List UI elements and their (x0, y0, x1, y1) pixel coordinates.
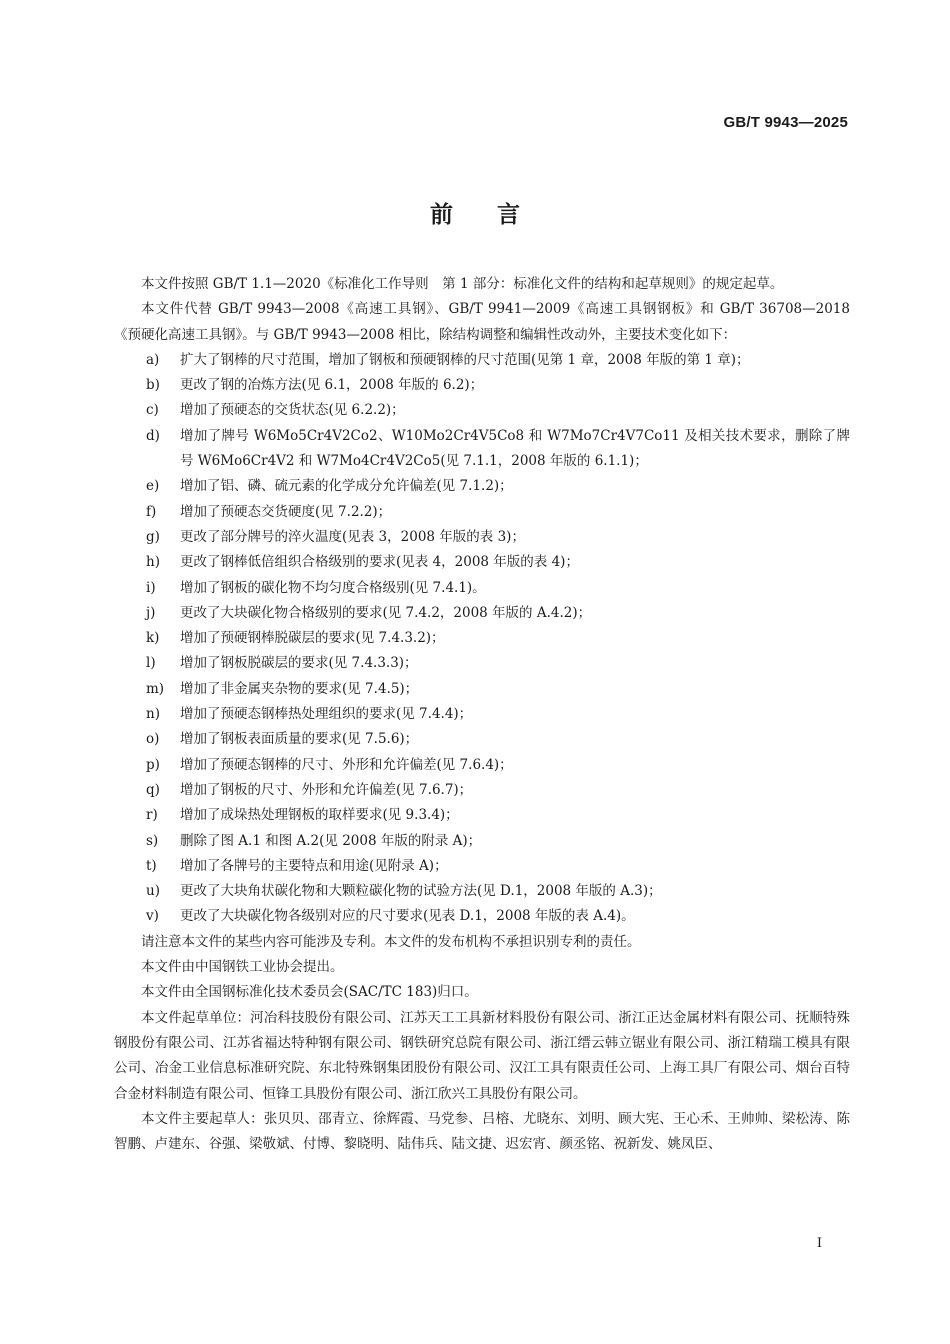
list-item (114, 778, 850, 803)
list-item (114, 576, 850, 601)
document-body (114, 272, 850, 1157)
list-item-label: j) (146, 604, 156, 621)
paragraph-drafting-rules: 本文件按照 GB/T 1.1—2020《标准化工作导则 第 1 部分：标准化文件的结构和起草规则》的规定起草。 (141, 276, 784, 292)
list-item-label: k) (146, 630, 160, 647)
list-item-text: 增加了钢板的碳化物不均匀度合格级别(见 7.4.1)。 (180, 579, 486, 596)
list-item (114, 854, 850, 879)
list-item-label: p) (146, 756, 160, 773)
list-item-label: t) (146, 857, 157, 874)
list-item-text: 更改了大块碳化物各级别对应的尺寸要求(见表 D.1，2008 年版的表 A.4)。 (180, 908, 635, 925)
list-item-text: 更改了部分牌号的淬火温度(见表 3，2008 年版的表 3)； (180, 528, 525, 545)
list-item-label: g) (146, 528, 160, 545)
paragraph-replacement: 本文件代替 GB/T 9943—2008《高速工具钢》、GB/T 9941—2009《高速工具钢钢板》和 GB/T 36708—2018《预硬化高速工具钢》。与 GB/T 9943—2008 相比，除结构调整和编辑性改动外，主要技术变化如下： (114, 301, 850, 343)
list-item (114, 651, 850, 676)
list-item (114, 398, 850, 423)
list-item-label: l) (146, 655, 156, 672)
list-item-text: 增加了预硬钢棒脱碳层的要求(见 7.4.3.2)； (180, 630, 445, 647)
list-item-text: 增加了铝、磷、硫元素的化学成分允许偏差(见 7.1.2)； (180, 478, 513, 495)
page-number: Ⅰ (816, 1236, 822, 1251)
list-item-label: e) (146, 478, 160, 495)
list-item-text: 更改了钢棒低倍组织合格级别的要求(见表 4，2008 年版的表 4)； (180, 554, 579, 571)
list-item-label: f) (146, 503, 157, 520)
page-title (0, 196, 950, 229)
list-item-text: 增加了牌号 W6Mo5Cr4V2Co2、W10Mo2Cr4V5Co8 和 W7Mo7Cr4V7Co11 及相关技术要求，删除了牌号 W6Mo6Cr4V2 和 W7Mo4Cr4V2Co5(见 7.1.1，2008 年版的 6.1.1)； (180, 427, 850, 470)
list-item-label: d) (146, 427, 160, 444)
list-item (114, 424, 850, 475)
list-item-text: 增加了钢板表面质量的要求(见 7.5.6)； (180, 731, 419, 748)
list-item-label: s) (146, 832, 159, 849)
list-item-text: 增加了预硬态钢棒的尺寸、外形和允许偏差(见 7.6.4)； (180, 756, 513, 773)
list-item-label: r) (146, 807, 158, 824)
list-item-label: m) (146, 680, 165, 697)
title-char-1: 前 (430, 202, 453, 228)
list-item-text: 增加了预硬态交货硬度(见 7.2.2)； (180, 503, 392, 520)
paragraph-patent-notice: 请注意本文件的某些内容可能涉及专利。本文件的发布机构不承担识别专利的责任。 (141, 933, 641, 950)
list-item-text: 增加了各牌号的主要特点和用途(见附录 A)； (180, 857, 448, 874)
list-item-text: 更改了钢的冶炼方法(见 6.1，2008 年版的 6.2)； (180, 377, 484, 394)
list-item (114, 601, 850, 626)
list-item-label: v) (146, 908, 159, 925)
paragraph-committee: 本文件由全国钢标准化技术委员会(SAC/TC 183)归口。 (141, 984, 478, 1001)
list-item (114, 500, 850, 525)
list-item-text: 更改了大块角状碳化物和大颗粒碳化物的试验方法(见 D.1，2008 年版的 A.3)； (180, 883, 662, 900)
paragraph-drafters: 本文件主要起草人：张贝贝、邵青立、徐辉霞、马党参、吕榕、尤晓东、刘明、顾大宪、王心禾、王帅帅、梁松涛、陈智鹏、卢建东、谷强、梁敬斌、付博、黎晓明、陆伟兵、陆文捷、迟宏宵、颜丞铭、祝新发、姚凤臣、 (114, 1110, 850, 1153)
paragraph-proposer: 本文件由中国钢铁工业协会提出。 (141, 959, 344, 976)
changes-list (114, 348, 850, 930)
list-item (114, 753, 850, 778)
list-item (114, 803, 850, 828)
list-item-text: 扩大了钢棒的尺寸范围，增加了钢板和预硬钢棒的尺寸范围(见第 1 章，2008 年版的第 1 章)； (180, 351, 750, 368)
list-item-text: 增加了预硬态的交货状态(见 6.2.2)； (180, 402, 405, 419)
list-item-label: q) (146, 781, 160, 798)
list-item-text: 增加了钢板的尺寸、外形和允许偏差(见 7.6.7)； (180, 781, 473, 798)
list-item (114, 474, 850, 499)
list-item-text: 增加了非金属夹杂物的要求(见 7.4.5)； (180, 680, 419, 697)
list-item (114, 626, 850, 651)
standard-code: GB/T 9943—2025 (723, 114, 848, 131)
list-item (114, 829, 850, 854)
title-char-2: 言 (497, 202, 520, 228)
list-item-label: o) (146, 731, 160, 748)
list-item (114, 677, 850, 702)
list-item (114, 727, 850, 752)
list-item-label: u) (146, 883, 160, 900)
list-item-label: h) (146, 554, 160, 571)
list-item (114, 550, 850, 575)
list-item (114, 348, 850, 373)
list-item-text: 增加了钢板脱碳层的要求(见 7.4.3.3)； (180, 655, 418, 672)
list-item-text: 增加了成垛热处理钢板的取样要求(见 9.3.4)； (180, 807, 459, 824)
list-item-label: a) (146, 351, 160, 368)
list-item-text: 更改了大块碳化物合格级别的要求(见 7.4.2，2008 年版的 A.4.2)； (180, 604, 592, 621)
list-item (114, 904, 850, 929)
list-item-label: i) (146, 579, 156, 596)
list-item (114, 373, 850, 398)
list-item-text: 增加了预硬态钢棒热处理组织的要求(见 7.4.4)； (180, 706, 473, 723)
list-item (114, 702, 850, 727)
list-item-text: 删除了图 A.1 和图 A.2(见 2008 年版的附录 A)； (180, 832, 482, 849)
list-item-label: c) (146, 402, 159, 419)
list-item-label: n) (146, 706, 160, 723)
list-item-label: b) (146, 377, 160, 394)
list-item (114, 879, 850, 904)
list-item (114, 525, 850, 550)
paragraph-drafting-units: 本文件起草单位：河冶科技股份有限公司、江苏天工工具新材料股份有限公司、浙江正达金属材料有限公司、抚顺特殊钢股份有限公司、江苏省福达特种钢有限公司、钢铁研究总院有限公司、浙江缙云韩立锯业有限公司、浙江精瑞工模具有限公司、冶金工业信息标准研究院、东北特殊钢集团股份有限公司、汉江工具有限责任公司、上海工具厂有限公司、烟台百特合金材料制造有限公司、恒锋工具股份有限公司、浙江欣兴工具股份有限公司。 (114, 1009, 850, 1102)
